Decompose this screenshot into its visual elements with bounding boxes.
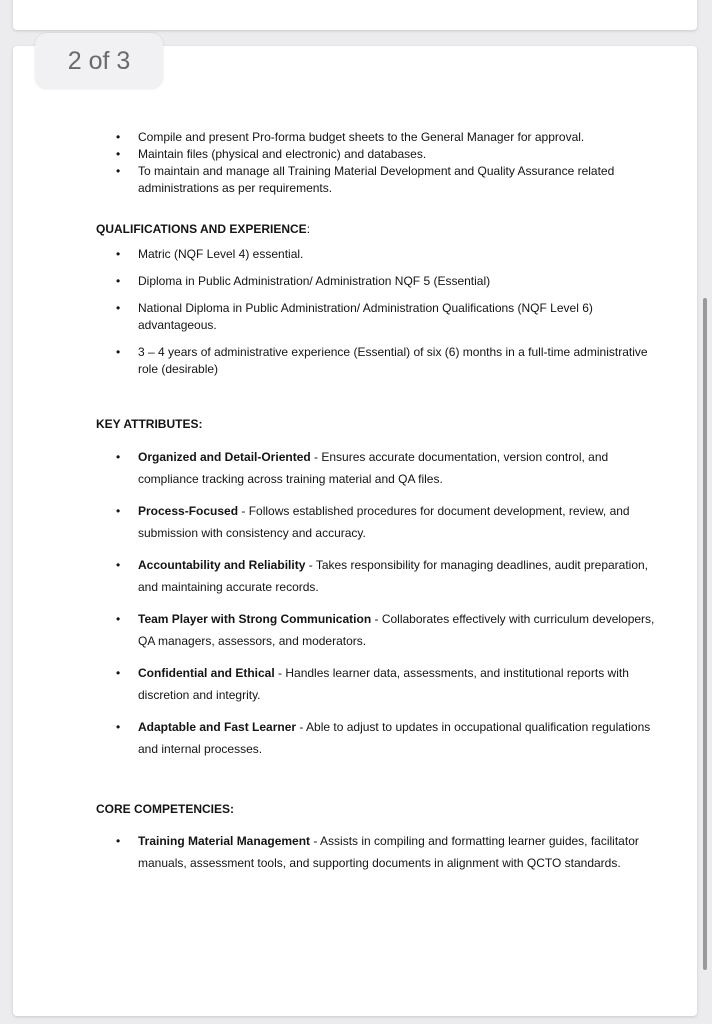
bullet-icon: • (116, 720, 121, 734)
key-attributes-section (96, 416, 656, 770)
attribute-description: - Collaborates effectively with curriculum developers, QA managers, assessors, and moderators. (138, 612, 655, 648)
page-indicator: 2 of 3 (35, 33, 163, 89)
key-attributes-heading: KEY ATTRIBUTES: (96, 417, 203, 431)
bullet-icon: • (116, 504, 121, 518)
list-item (96, 662, 656, 706)
list-item-text: Diploma in Public Administration/ Administration NQF 5 (Essential) (138, 274, 491, 288)
qualifications-section (96, 221, 656, 388)
bullet-icon: • (116, 450, 121, 464)
bullet-icon: • (116, 666, 121, 680)
attribute-description: - Takes responsibility for managing deadlines, audit preparation, and maintaining accurate records. (138, 558, 649, 594)
attribute-term: Team Player with Strong Communication (138, 612, 372, 626)
document-page[interactable] (13, 46, 697, 1016)
responsibilities-list (96, 129, 656, 197)
bullet-icon: • (116, 164, 121, 178)
list-item (96, 830, 656, 874)
responsibilities-continued (96, 129, 656, 197)
list-item (96, 500, 656, 544)
attribute-term: Process-Focused (138, 504, 239, 518)
list-item-text: Compile and present Pro-forma budget sheets to the General Manager for approval. (138, 130, 585, 144)
attribute-term: Adaptable and Fast Learner (138, 720, 297, 734)
attribute-description: - Handles learner data, assessments, and institutional reports with discretion and integrity. (138, 666, 629, 702)
qualifications-list (96, 246, 656, 378)
list-item-text: 3 – 4 years of administrative experience (Essential) of six (6) months in a full-time administrative role (desirable) (138, 345, 648, 376)
list-item (96, 344, 656, 378)
key-attributes-list (96, 446, 656, 760)
vertical-scrollbar[interactable] (703, 298, 707, 970)
attribute-description: - Ensures accurate documentation, version control, and compliance tracking across training material and QA files. (138, 450, 609, 486)
bullet-icon: • (116, 301, 121, 315)
list-item (96, 163, 656, 197)
competency-description: - Assists in compiling and formatting learner guides, facilitator manuals, assessment tools, and supporting documents in alignment with QCTO standards. (138, 834, 639, 870)
attribute-term: Organized and Detail-Oriented (138, 450, 311, 464)
bullet-icon: • (116, 247, 121, 261)
list-item (96, 300, 656, 334)
list-item (96, 273, 656, 290)
qualifications-heading-text: QUALIFICATIONS AND EXPERIENCE (96, 222, 307, 236)
previous-page-edge (13, 0, 697, 30)
list-item (96, 146, 656, 163)
bullet-icon: • (116, 558, 121, 572)
list-item (96, 716, 656, 760)
list-item-text: National Diploma in Public Administration/ Administration Qualifications (NQF Level 6) advantageous. (138, 301, 593, 332)
attribute-term: Confidential and Ethical (138, 666, 275, 680)
list-item (96, 246, 656, 263)
list-item (96, 129, 656, 146)
bullet-icon: • (116, 130, 121, 144)
list-item-text: Maintain files (physical and electronic) and databases. (138, 147, 427, 161)
heading-colon: : (306, 222, 311, 236)
list-item (96, 554, 656, 598)
list-item-text: To maintain and manage all Training Material Development and Quality Assurance related administrations as per requirements. (138, 164, 615, 195)
core-competencies-heading: CORE COMPETENCIES: (96, 802, 235, 816)
bullet-icon: • (116, 834, 121, 848)
list-item-text: Matric (NQF Level 4) essential. (138, 247, 304, 261)
competency-term: Training Material Management (138, 834, 311, 848)
attribute-term: Accountability and Reliability (138, 558, 306, 572)
bullet-icon: • (116, 274, 121, 288)
attribute-description: - Able to adjust to updates in occupational qualification regulations and internal processes. (138, 720, 651, 756)
qualifications-heading (96, 221, 656, 237)
core-competencies-list (96, 830, 656, 874)
bullet-icon: • (116, 147, 121, 161)
list-item (96, 446, 656, 490)
bullet-icon: • (116, 345, 121, 359)
bullet-icon: • (116, 612, 121, 626)
list-item (96, 608, 656, 652)
attribute-description: - Follows established procedures for document development, review, and submission with consistency and accuracy. (138, 504, 630, 540)
core-competencies-section (96, 801, 656, 874)
